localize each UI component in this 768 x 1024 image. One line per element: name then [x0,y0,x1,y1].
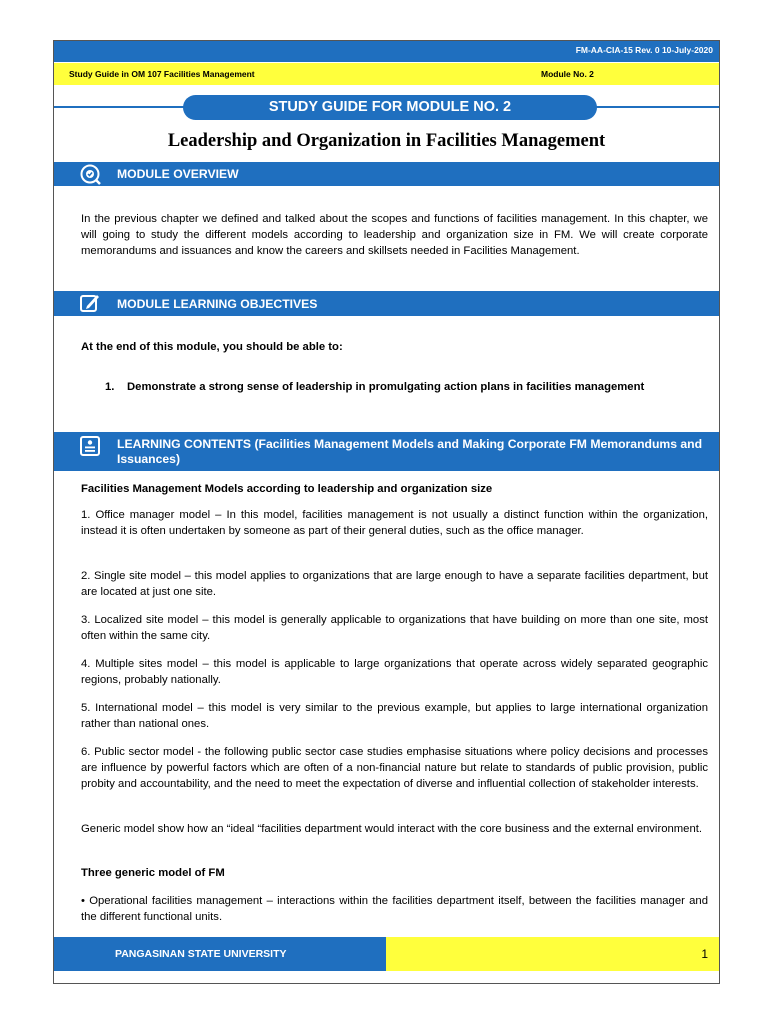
doc-code: FM-AA-CIA-15 Rev. 0 10-July-2020 [575,45,713,55]
paragraph: Generic model show how an “ideal “facilities department would interact with the core business and the external environment. [81,823,703,835]
paragraph: 5. International model – this model is very similar to the previous example, but applies to large international organization rather than national ones. [81,702,708,731]
section-heading: MODULE LEARNING OBJECTIVES [117,297,318,311]
module-overview-header [54,162,719,186]
paragraph: 4. Multiple sites model – this model is applicable to large organizations that operate across widely separated geographic regions, probably nationally. [81,658,708,687]
study-guide-banner: STUDY GUIDE FOR MODULE NO. 2 [183,95,597,120]
objective-number: 1. [105,381,115,393]
footer-university-bar [54,937,386,971]
magnifier-icon [79,163,101,185]
contents-subheading-2: Three generic model of FM [81,867,225,879]
document-icon [79,435,101,457]
pencil-note-icon [79,292,101,314]
subheader-bar [54,63,719,85]
objectives-intro: At the end of this module, you should be able to: [81,341,343,353]
overview-text: In the previous chapter we defined and talked about the scopes and functions of facilities management. In this chapter, we will going to study the different models according to leadership and organization size in FM. We will create corporate memorandums and issuances and know the careers and skillsets needed in Facilities Management. [81,213,708,258]
bullet-item: • Operational facilities management – interactions within the facilities department itself, between the facilities manager and the different functional units. [81,895,708,924]
module-number: Module No. 2 [541,69,594,79]
section-heading: LEARNING CONTENTS (Facilities Management Models and Making Corporate FM Memorandums and Issuances) [117,437,703,466]
doc-code-bar [54,41,719,62]
paragraph: 3. Localized site model – this model is generally applicable to organizations that have building on more than one site, most often within the same city. [81,614,708,643]
objective-item [105,379,708,395]
objective-text: Demonstrate a strong sense of leadership in promulgating action plans in facilities management [127,381,645,393]
section-heading: MODULE OVERVIEW [117,167,239,181]
course-title: Study Guide in OM 107 Facilities Management [69,69,255,79]
page-number: 1 [701,947,708,961]
university-name: PANGASINAN STATE UNIVERSITY [115,948,287,960]
document-title: Leadership and Organization in Facilities Management [167,131,606,151]
paragraph: 1. Office manager model – In this model, facilities management is not usually a distinct function within the organization, instead it is often undertaken by someone as part of their general duties, such as the office manager. [81,509,708,538]
learning-contents-header [54,432,719,471]
paragraph: 2. Single site model – this model applies to organizations that are large enough to have a separate facilities department, but are located at just one site. [81,570,708,599]
paragraph: 6. Public sector model - the following public sector case studies emphasise situations where policy decisions and processes are influence by powerful factors which are often of a non-financial nature but relate to standards of public provision, public probity and accountability, and the need to meet the expectation of diverse and influential collection of stakeholder interests. [81,746,708,791]
learning-objectives-header [54,291,719,316]
footer-page-bar [386,937,719,971]
contents-subheading: Facilities Management Models according to leadership and organization size [81,483,493,495]
